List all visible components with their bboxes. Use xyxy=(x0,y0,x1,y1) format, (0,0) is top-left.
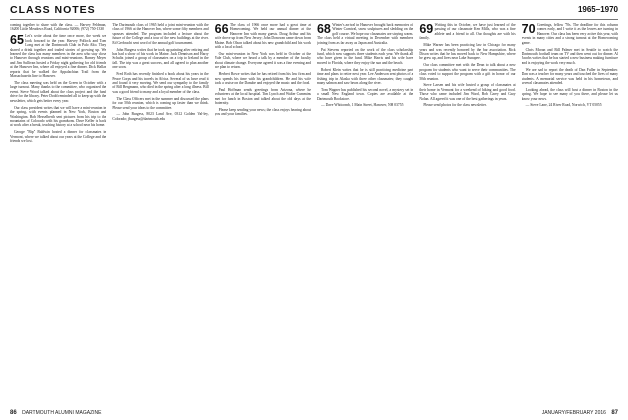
class-note-lead xyxy=(317,23,413,45)
class-note-paragraph xyxy=(112,97,208,110)
page-footer xyxy=(10,410,618,420)
page-number-left: 86 xyxy=(10,410,17,416)
note-text: John Burgess writes that he took up painting after retiring and has had a show of his work in Maine. Jack Dennison and Harry Schultz joined a group of classmates on a trip to Ireland in the fall. The trip was a great success, and all agreed to plan another one soon. xyxy=(112,47,209,70)
class-note-paragraph xyxy=(522,68,618,86)
column xyxy=(10,23,106,406)
footer-right xyxy=(542,410,618,416)
note-text: Pat Stevens reported on the work of the class scholarship fund, which now supports three students each year. We thank all who have given to the fund. Mike Harris and his wife have moved to Florida, where they enjoy the sun and the beach. xyxy=(316,47,414,65)
class-note-paragraph xyxy=(522,103,618,107)
class-note-paragraph xyxy=(317,88,413,101)
note-text: The class meeting was held on the Green in October with a large turnout. Many thanks to the committee, who organized the event. Steve Wood talked about the class project and the fund drive for the library. Peter Dodd reminded all to keep up with the newsletter, which gets better every year. xyxy=(10,81,107,103)
class-note-paragraph xyxy=(419,83,515,101)
section-title: CLASS NOTES xyxy=(10,4,96,16)
column xyxy=(317,23,413,406)
note-text: Let's write about the time once more, the week we look forward to the year. Harvey Pollock and Tom Long met at the Dartmouth Club in Palo Alto. They shared a drink together and traded stories of growing up. We learned the class has many members in the area who stay close to Hanover through reunions and mini-reunions. Barney Meyer and Jim Sullivan hosted a Friday night gathering for old friends at the Hanover Inn, where all enjoyed a fine dinner. Dick Hallas reports that he walked the Appalachian Trail from the Massachusetts line to Hanover. xyxy=(10,34,107,79)
note-text: — Steve Lane, 24 River Road, Norwich, VT 05055 xyxy=(525,103,602,108)
column xyxy=(522,23,618,406)
note-text: Our class committee met with the Dean to talk about a new program for students who want to serve their communities. The class voted to support the program with a gift in honor of our 50th reunion. xyxy=(419,63,516,81)
note-text: Our mini-reunion in New York was held in October at the Yale Club, where we heard a talk by a member of the faculty about climate change. Everyone agreed it was a fine evening and we plan to return. xyxy=(214,52,311,70)
footer-left xyxy=(10,410,101,416)
note-text: Writing this in October, we have just learned of the passing of our classmate Ken Mills, who was a fine athlete and a friend to all. Our thoughts are with his family. xyxy=(419,23,516,41)
class-note-paragraph xyxy=(215,88,311,106)
issue-date: JANUARY/FEBRUARY 2016 xyxy=(541,410,606,416)
class-note-paragraph xyxy=(317,103,413,107)
class-notes-columns xyxy=(10,23,618,406)
note-text: Please send photos for the class newsletter. xyxy=(423,103,487,108)
note-text: Please keep sending your news; the class enjoys hearing about you and your families. xyxy=(214,107,311,117)
class-year-dropcap: 65 xyxy=(10,32,24,47)
class-note-paragraph xyxy=(112,48,208,70)
class-year-dropcap: 68 xyxy=(316,23,331,36)
note-text: Looking ahead, the class will host a dinner in Boston in the spring. We hope to see many of you there, and please let us know your news. xyxy=(521,87,618,101)
note-text: Herbert Rowe writes that he has retired from his law firm and now spends his time with his grandchildren. He and his wife took a cruise on the Danube and enjoyed the music and the food. xyxy=(214,72,311,86)
class-note-lead xyxy=(522,23,618,45)
class-note-paragraph xyxy=(215,52,311,70)
note-text: Fred Roth has recently finished a book about his years in the Peace Corps and his travels in Africa. Several of us have read it and found it very moving. We send our sympathy to the family of Bill Bergmann, who died in the spring after a long illness. Bill was a good friend to many and a loyal member of the class. xyxy=(112,72,209,94)
note-text: George "Bip" Baldwin hosted a dinner for classmates in Vermont, where we talked about our years at the College and the friends we lost. xyxy=(10,130,107,144)
note-text: Steve Larsen and his wife hosted a group of classmates at their home in Vermont for a weekend of hiking and good food. Those who came included Jim Ward, Bob Carey and Gary Nolan. All agreed it was one of the best gatherings in years. xyxy=(419,83,516,101)
class-note-lead xyxy=(419,23,515,41)
class-note-paragraph xyxy=(10,23,106,32)
note-text: The class of 1966 once more had a great time at Homecoming. We held our annual dinner at the Hanover Inn with many guests. Doug Arthur and his wife drove up from New Jersey; John Donovan came down from Maine. Bob Olson talked about his new grandchild and his work with a local school. xyxy=(214,23,311,50)
class-note-paragraph xyxy=(10,130,106,143)
class-years-range: 1965–1970 xyxy=(577,5,618,14)
note-text: — John Burgess, 8023 Land Ave, 0312 Golden Val-ley, Colorado; jburgess@dartmouth.edu xyxy=(112,112,209,121)
note-text: Greetings, fellow '70s. The deadline for this column comes early, and I write it as the leaves are turning in Hanover. Our class has been very active this year, with events in many cities and a strong turnout at the Homecoming game. xyxy=(521,23,618,45)
class-note-lead xyxy=(215,23,311,50)
class-note-paragraph xyxy=(215,108,311,117)
class-note-paragraph xyxy=(10,81,106,103)
note-text: Paul Hoffman sends greetings from Arizona, where he volunteers at the local hospital. Tim Lynch and Walter Cummins met for lunch in Boston and talked about the old days at the fraternity. xyxy=(214,87,311,106)
class-note-paragraph xyxy=(419,43,515,61)
note-text: Winter's arrival in Hanover brought back memories of Winter Carnival, snow sculptures and sledding on the golf course. We hope our classmates are staying warm. The class held a virtual meeting in December with members joining from as far away as Japan and Australia. xyxy=(316,23,414,45)
class-year-dropcap: 70 xyxy=(521,23,536,36)
column xyxy=(215,23,311,406)
class-note-paragraph xyxy=(215,72,311,85)
class-note-paragraph xyxy=(522,48,618,66)
class-note-paragraph xyxy=(112,23,208,45)
note-text: — Dave Whitcomb, 1 Main Street, Hanover, NH 03755 xyxy=(320,103,404,108)
note-text: Our class president writes that we will have a mini-reunion in the spring, with events planned in New York, Boston and Washington. Bob Hesselberth sent pictures from his trip to the mountains of Colorado with his grandsons. Dave Keller is back at work after a break, teaching history at a school near his home. xyxy=(10,105,107,128)
class-year-dropcap: 66 xyxy=(214,23,229,36)
class-note-paragraph xyxy=(317,68,413,86)
publication-name: DARTMOUTH ALUMNI MAGAZINE xyxy=(22,410,102,416)
note-text: Chris Moran and Bill Palmer met in Seattle to watch the Dartmouth football team on TV and then went out for dinner. Al Jacobs writes that he has started a new business making furniture and is enjoying the work very much. xyxy=(521,47,618,65)
note-text: coming together to share with the class. — Harvey Feldman, 16200 Little Meadows Road, California 92006; (972) 750-1330 xyxy=(10,23,107,32)
note-text: Robert Klein writes that he is still practicing medicine part time and plans to retire next year. Lee Anderson sent photos of a fishing trip in Alaska with three other classmates; they caught many salmon and saw bears along the river. xyxy=(316,67,414,86)
class-note-paragraph xyxy=(522,88,618,101)
note-text: The Dartmouth class of 1965 held a joint mini-reunion with the class of 1966 at the Hanover Inn, where some fifty members and spouses attended. The program included a lecture about the future of the College and a tour of the new buildings at the river. Ed Gerbracht sent word of the annual golf tournament. xyxy=(112,23,209,45)
header-divider xyxy=(10,19,618,20)
note-text: Tom Wagner has published his second novel, a mystery set in a small New England town. Copies are available at the Dartmouth Bookstore. xyxy=(316,87,414,101)
class-note-lead xyxy=(10,34,106,79)
column xyxy=(112,23,208,406)
note-text: We are sad to report the death of Dan Fuller in September. Dan was a teacher for many years and touched the lives of many students. A memorial service was held in his hometown, and several classmates attended. xyxy=(521,67,618,86)
class-note-paragraph xyxy=(419,63,515,81)
column xyxy=(419,23,515,406)
class-note-paragraph xyxy=(112,112,208,121)
page-number-right: 87 xyxy=(611,410,618,416)
note-text: Mike Warner has been practicing law in Chicago for many years and was recently honored by the bar association. Rick Dixon writes that he has moved back to New Hampshire, where he grew up, and lives near Lake Sunapee. xyxy=(419,43,516,61)
page-header xyxy=(0,0,628,22)
class-note-paragraph xyxy=(10,106,106,128)
class-note-paragraph xyxy=(419,103,515,107)
class-note-paragraph xyxy=(112,72,208,94)
note-text: The Class Officers met in the summer and discussed the plans for our 50th reunion, which is coming up faster than we think. Please send your ideas to the committee. xyxy=(112,96,209,110)
class-year-dropcap: 69 xyxy=(419,23,434,36)
class-note-paragraph xyxy=(317,48,413,66)
